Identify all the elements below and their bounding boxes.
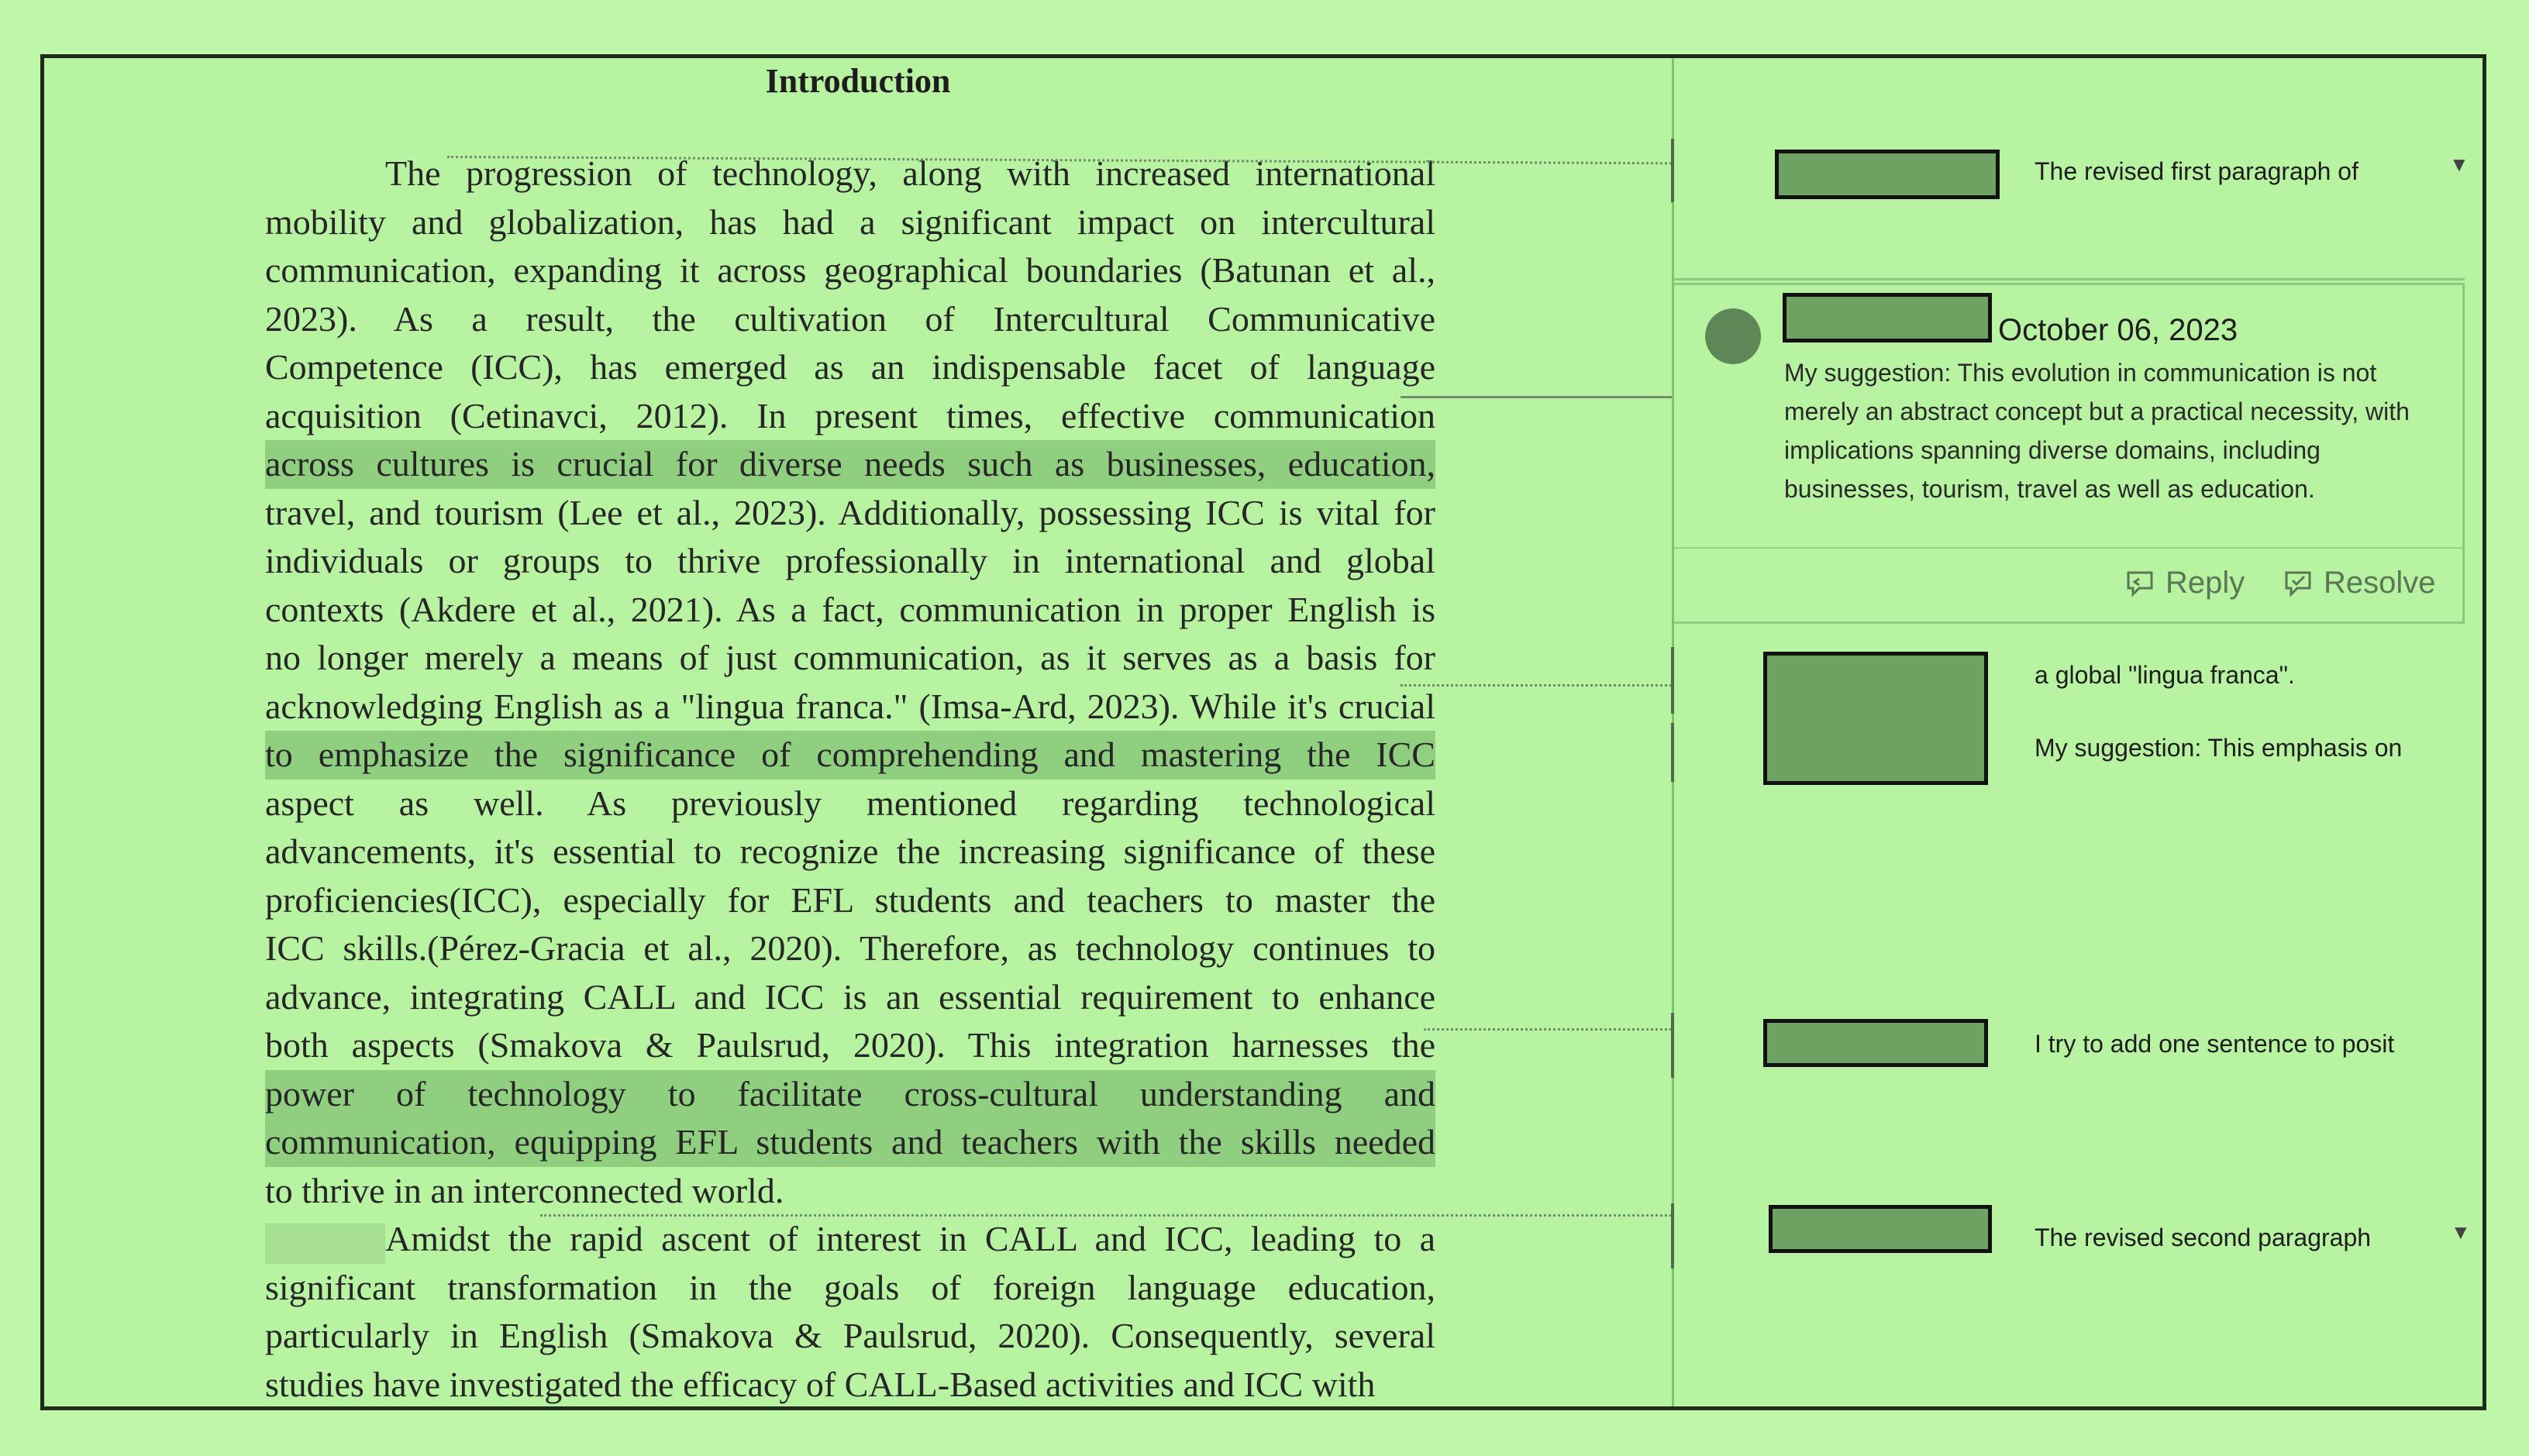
text-line: ICC skills.(Pérez-Gracia et al., 2020). Therefore, as technology continues to [265, 928, 1435, 968]
text-line: to emphasize the significance of comprehending and mastering the ICC [265, 731, 1435, 780]
paragraph-body[interactable] [265, 150, 1435, 1409]
document-pane [44, 58, 1672, 1406]
comment-marker [1671, 139, 1674, 202]
text-line [265, 150, 1435, 198]
text-line: power of technology to facilitate cross-cultural understanding and [265, 1070, 1435, 1119]
text-line: advancements, it's essential to recognize the increasing significance of these [265, 831, 1435, 871]
comment-preview: The revised first paragraph of [2035, 157, 2358, 185]
comment-card[interactable] [1674, 283, 2465, 624]
comment-preview: My suggestion: This emphasis on [2035, 734, 2403, 762]
redacted-author [1763, 652, 1988, 785]
chevron-down-icon[interactable]: ▼ [2449, 153, 2469, 176]
comment-connector [1424, 1028, 1672, 1031]
text-line: mobility and globalization, has had a significant impact on intercultural [265, 201, 1435, 242]
comment-body: My suggestion: This evolution in communication is not merely an abstract concept but a practical necessity, with implications spanning diverse domains, including businesses, tourism, travel as well as education. [1784, 359, 2410, 503]
avatar [1705, 308, 1761, 364]
redacted-author [1775, 150, 2000, 199]
redacted-author [1783, 293, 1992, 342]
text-line: studies have investigated the efficacy of CALL-Based activities and ICC with [265, 1364, 1376, 1404]
text-line: Competence (ICC), has emerged as an indispensable facet of language [265, 347, 1435, 387]
redacted-author [1763, 1019, 1988, 1067]
text-line: no longer merely a means of just communication, as it serves as a basis for [265, 638, 1435, 677]
resolve-icon [2282, 568, 2317, 599]
resolve-button[interactable]: Resolve [2282, 566, 2436, 601]
divider [1674, 278, 2465, 281]
text-line: acquisition (Cetinavci, 2012). In present times, effective communication [265, 395, 1435, 435]
chevron-down-icon[interactable]: ▼ [2451, 1220, 2471, 1244]
text-line: 2023). As a result, the cultivation of Intercultural Communicative [265, 298, 1435, 339]
text-line: individuals or groups to thrive professionally in international and global [265, 541, 1435, 580]
text-line: communication, equipping EFL students and teachers with the skills needed [265, 1118, 1435, 1167]
text-line-content: The progression of technology, along with increased international [385, 153, 1435, 193]
text-line: travel, and tourism (Lee et al., 2023). Additionally, possessing ICC is vital for [265, 492, 1435, 532]
text-line: across cultures is crucial for diverse needs such as businesses, education, [265, 440, 1435, 489]
comment-date: October 06, 2023 [1998, 313, 2238, 347]
document-window [40, 54, 2486, 1410]
reply-icon [2124, 568, 2159, 599]
redacted-author [1769, 1205, 1992, 1253]
comment-connector [540, 1214, 1672, 1217]
comment-actions [1674, 547, 2462, 626]
section-heading: Introduction [765, 62, 951, 100]
text-line: particularly in English (Smakova & Paulsrud, 2020). Consequently, several [265, 1316, 1435, 1355]
text-line: contexts (Akdere et al., 2021). As a fact, communication in proper English is [265, 589, 1435, 629]
text-line-content: Amidst the rapid ascent of interest in CALL and ICC, leading to a [385, 1219, 1435, 1258]
comment-preview: I try to add one sentence to posit [2035, 1030, 2395, 1058]
text-line: acknowledging English as a "lingua franca." (Imsa-Ard, 2023). While it's crucial [265, 686, 1435, 726]
comment-connector [1401, 396, 1672, 398]
comment-marker [1671, 723, 1674, 782]
comment-preview: The revised second paragraph [2035, 1224, 2372, 1251]
comment-connector [1401, 684, 1672, 687]
text-line: advance, integrating CALL and ICC is an essential requirement to enhance [265, 976, 1435, 1017]
comment-marker [1671, 1013, 1674, 1078]
text-line: proficiencies(ICC), especially for EFL students and teachers to master the [265, 879, 1435, 920]
comments-pane [1672, 58, 2486, 1406]
comment-marker [1671, 1203, 1674, 1268]
reply-button[interactable]: Reply [2124, 566, 2245, 601]
text-line: aspect as well. As previously mentioned regarding technological [265, 783, 1435, 823]
text-line: communication, expanding it across geographical boundaries (Batunan et al., [265, 250, 1435, 290]
paragraph-indent [265, 1224, 385, 1264]
comment-marker [1671, 647, 1674, 714]
text-line: to thrive in an interconnected world. [265, 1170, 784, 1210]
comment-preview: a global "lingua franca". [2035, 661, 2295, 689]
text-line: both aspects (Smakova & Paulsrud, 2020). This integration harnesses the [265, 1025, 1435, 1065]
text-line [265, 1215, 1435, 1264]
text-line: significant transformation in the goals of foreign language education, [265, 1267, 1435, 1307]
